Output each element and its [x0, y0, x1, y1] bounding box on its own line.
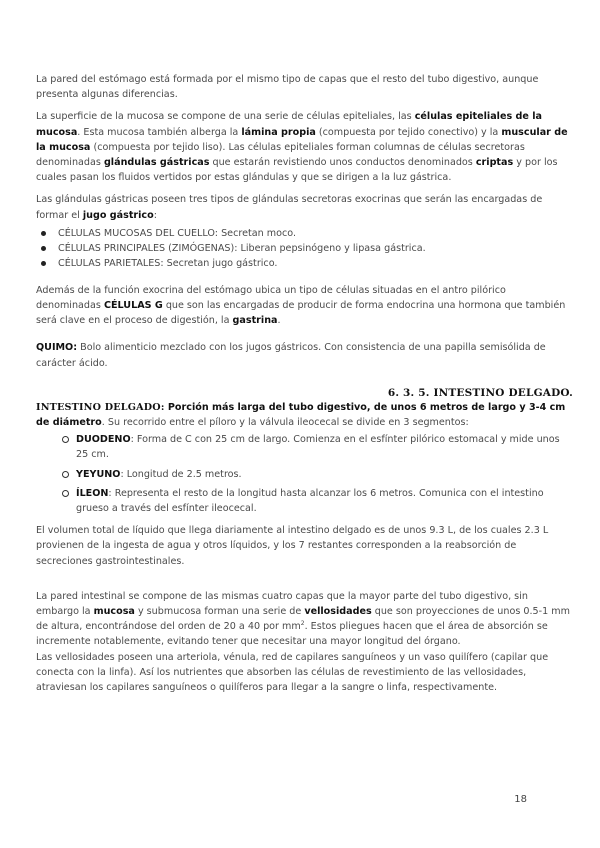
- list-item: DUODENO: Forma de C con 25 cm de largo. Comienza en el esfínter pilórico estomacal y mide unos 25 cm.: [76, 432, 573, 462]
- circle-bullet-icon: [62, 471, 69, 478]
- bullet-icon: [41, 231, 46, 236]
- paragraph-villi: Las vellosidades poseen una arteriola, vénula, red de capilares sanguíneos y un vaso quilífero (capilar que conecta con la linfa). Así los nutrientes que absorben las células de revestimiento de las vellosidades, atraviesan los capilares sanguíneos o quilíferos para llegar a la sangre o linfa, respectivamente.: [36, 651, 549, 694]
- circle-bullet-icon: [62, 436, 69, 443]
- paragraph-mucosa: La superficie de la mucosa se compone de una serie de células epiteliales, las células epiteliales de la mucosa. Esta mucosa también alberga la lámina propia (compuesta por tejido conectivo) y la muscular de la mucosa (compuesta por tejido liso). Las células epiteliales forman columnas de células secretoras denominadas glándulas gástricas que estarán revistiendo unos conductos denominados criptas y por los cuales pasan los fluidos vertidos por estas glándulas y que se dirigen a la luz gástrica.: [36, 111, 568, 184]
- list-item: CÉLULAS MUCOSAS DEL CUELLO: Secretan moco.: [58, 226, 573, 241]
- paragraph-stomach-wall: La pared del estómago está formada por el mismo tipo de capas que el resto del tubo digestivo, aunque presenta algunas diferencias.: [36, 74, 539, 101]
- section-heading: 6. 3. 5. INTESTINO DELGADO.: [387, 386, 573, 399]
- paragraph-liquid-volume: El volumen total de líquido que llega diariamente al intestino delgado es de unos 9.3 L, de los cuales 2.3 L provienen de la ingesta de agua y otros líquidos, y los 7 restantes corresponden a la reabsorción de secreciones gastrointestinales.: [36, 525, 549, 567]
- document-body: [36, 72, 573, 695]
- paragraph-intestinal-wall: La pared intestinal se compone de las mismas cuatro capas que la mayor parte del tubo digestivo, sin embargo la mucosa y submucosa forman una serie de vellosidades que son proyecciones de unos 0.5-1 mm de altura, encontrándose del orden de 20 a 40 por $mm^2$. Estos pliegues hacen que el área de absorción se incremente notablemente, evitando tener que necesitar una mayor longitud del órgano.: [36, 590, 570, 648]
- list-item: CÉLULAS PRINCIPALES (ZIMÓGENAS): Liberan pepsinógeno y lipasa gástrica.: [58, 241, 573, 256]
- circle-bullet-icon: [62, 490, 69, 497]
- page-number: 18: [514, 794, 527, 805]
- bullet-icon: [41, 261, 46, 266]
- paragraph-quimo: QUIMO: Bolo alimenticio mezclado con los jugos gástricos. Con consistencia de una papilla semisólida de carácter ácido.: [36, 342, 546, 369]
- list-item: CÉLULAS PARIETALES: Secretan jugo gástrico.: [58, 256, 573, 271]
- segment-list: [36, 432, 573, 516]
- bullet-icon: [41, 246, 46, 251]
- paragraph-gastric-glands: Las glándulas gástricas poseen tres tipos de glándulas secretoras exocrinas que serán las encargadas de formar el jugo gástrico:: [36, 194, 543, 221]
- list-item: YEYUNO: Longitud de 2.5 metros.: [76, 467, 573, 482]
- paragraph-small-intestine: INTESTINO DELGADO: Porción más larga del tubo digestivo, de unos 6 metros de largo y 3-4 cm de diámetro. Su recorrido entre el píloro y la válvula ileocecal se divide en 3 segmentos:: [36, 401, 566, 429]
- paragraph-g-cells: Además de la función exocrina del estómago ubica un tipo de células situadas en el antro pilórico denominadas CÉLULAS G que son las encargadas de producir de forma endocrina una hormona que también será clave en el proceso de digestión, la gastrina.: [36, 284, 566, 327]
- list-item: ÍLEON: Representa el resto de la longitud hasta alcanzar los 6 metros. Comunica con el intestino grueso a través del esfínter ileocecal.: [76, 486, 573, 516]
- gland-cell-list: [36, 226, 573, 271]
